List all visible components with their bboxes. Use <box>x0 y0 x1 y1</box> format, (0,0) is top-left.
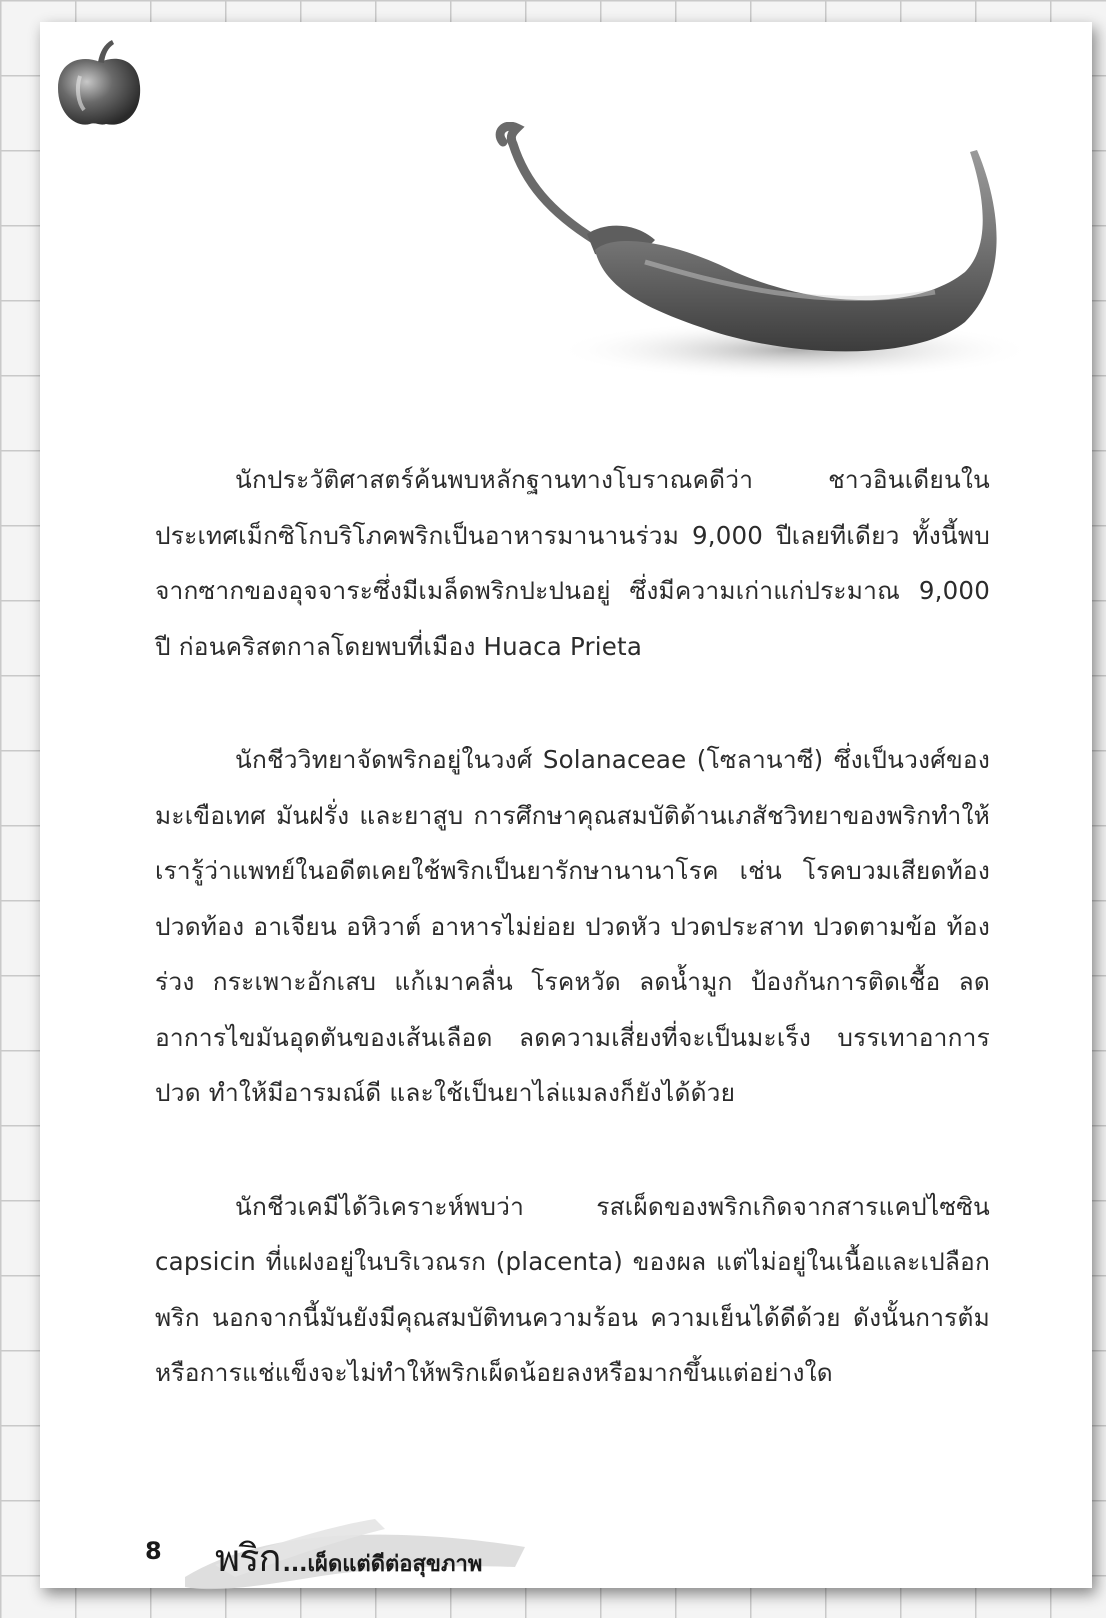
paragraph-biochemistry: นักชีวเคมีได้วิเคราะห์พบว่า รสเผ็ดของพริกเกิดจากสารแคปไซซิน capsicin ที่แฝงอยู่ในบริเวณรก (placenta) ของผล แต่ไม่อยู่ในเนื้อและเปลือกพริก นอกจากนี้มันยังมีคุณสมบัติทนความร้อน ความเย็นได้ดีด้วย ดังนั้นการต้มหรือการแช่แข็งจะไม่ทำให้พริกเผ็ดน้อยลงหรือมากขึ้นแต่อย่างใด <box>155 1191 990 1387</box>
page-sheet <box>40 22 1092 1588</box>
chili-pepper-illustration <box>495 122 1055 397</box>
book-title <box>215 1527 482 1588</box>
paragraph-archaeology: นักประวัติศาสตร์ค้นพบหลักฐานทางโบราณคดีว่า ชาวอินเดียนในประเทศเม็กซิโกบริโภคพริกเป็นอาหารมานานร่วม 9,000 ปีเลยทีเดียว ทั้งนี้พบจากซากของอุจจาระซึ่งมีเมล็ดพริกปะปนอยู่ ซึ่งมีความเก่าแก่ประมาณ 9,000 ปี ก่อนคริสตกาลโดยพบที่เมือง Huaca Prieta <box>155 465 990 661</box>
book-title-main: พริก <box>215 1536 281 1580</box>
book-title-subtitle: ...เผ็ดแต่ดีต่อสุขภาพ <box>282 1552 483 1577</box>
bell-pepper-icon <box>50 36 150 136</box>
page-number: 8 <box>145 1537 162 1565</box>
paragraph-biology: นักชีววิทยาจัดพริกอยู่ในวงศ์ Solanaceae (โซลานาซี) ซึ่งเป็นวงศ์ของมะเขือเทศ มันฝรั่ง และยาสูบ การศึกษาคุณสมบัติด้านเภสัชวิทยาของพริกทำให้เรารู้ว่าแพทย์ในอดีตเคยใช้พริกเป็นยารักษานานาโรค เช่น โรคบวมเสียดท้อง ปวดท้อง อาเจียน อหิวาต์ อาหารไม่ย่อย ปวดหัว ปวดประสาท ปวดตามข้อ ท้องร่วง กระเพาะอักเสบ แก้เมาคลื่น โรคหวัด ลดน้ำมูก ป้องกันการติดเชื้อ ลดอาการไขมันอุดตันของเส้นเลือด ลดความเสี่ยงที่จะเป็นมะเร็ง บรรเทาอาการปวด ทำให้มีอารมณ์ดี และใช้เป็นยาไล่แมลงก็ยังได้ด้วย <box>155 745 990 1107</box>
page-footer <box>145 1517 595 1597</box>
article-body <box>155 452 990 1459</box>
